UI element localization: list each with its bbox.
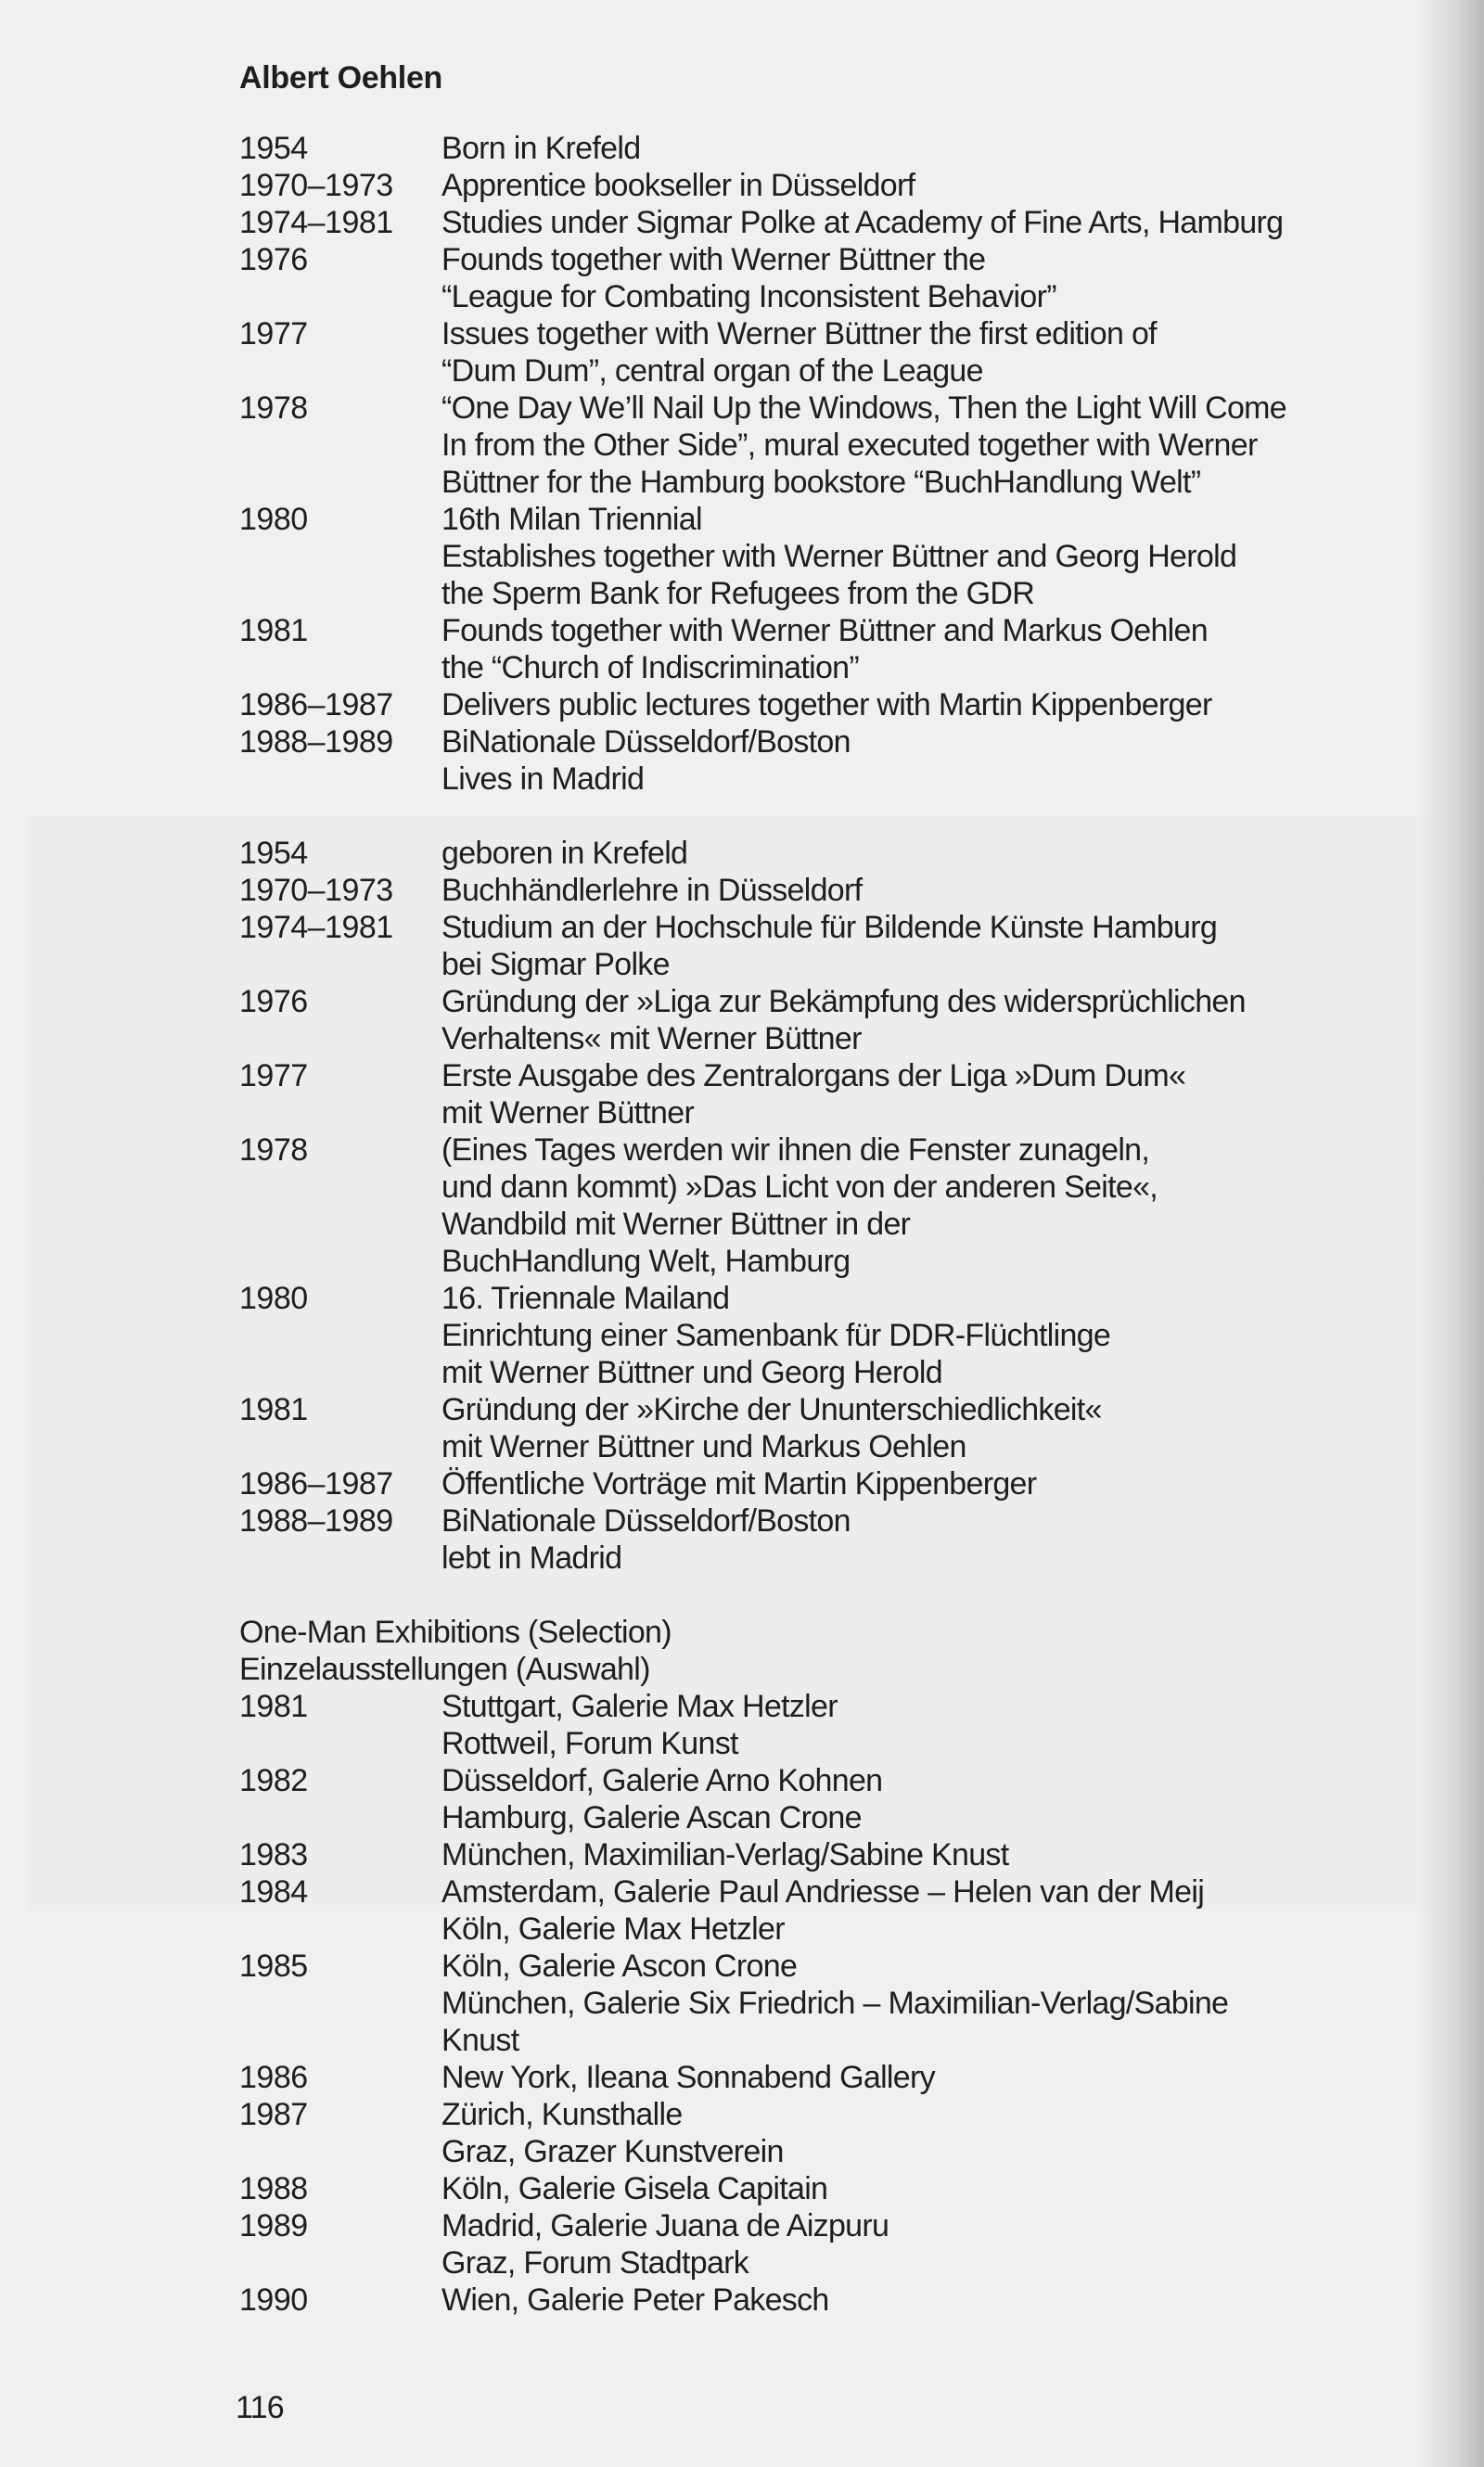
entry-text-line: Graz, Grazer Kunstverein <box>441 2134 784 2169</box>
entry-year: 1970–1973 <box>239 168 393 203</box>
entry-row <box>239 204 1436 241</box>
entry-row <box>239 315 1436 390</box>
entry-row <box>239 130 1436 167</box>
entry-row <box>239 1391 1436 1465</box>
entry-text <box>441 909 1436 983</box>
entry-row <box>239 390 1436 501</box>
entry-text-line: Graz, Forum Stadtpark <box>441 2245 749 2281</box>
entry-row <box>239 1873 1436 1948</box>
entry-text-line: “League for Combating Inconsistent Behavior” <box>441 279 1056 314</box>
entry-year: 1980 <box>239 1281 308 1316</box>
entry-year: 1980 <box>239 502 308 537</box>
entry-year: 1977 <box>239 1058 308 1093</box>
entry-text <box>441 2282 1436 2319</box>
entry-text-line: BiNationale Düsseldorf/Boston <box>441 724 851 760</box>
entry-text-line: Studies under Sigmar Polke at Academy of Fine Arts, Hamburg <box>441 205 1284 240</box>
entry-row <box>239 983 1436 1057</box>
exhibitions-list <box>239 1688 1436 2319</box>
entry-text-line: Apprentice bookseller in Düsseldorf <box>441 168 915 203</box>
entry-year: 1977 <box>239 316 308 352</box>
entry-text-line: Buchhändlerlehre in Düsseldorf <box>441 873 863 908</box>
entry-text <box>441 872 1436 909</box>
page-number: 116 <box>236 2390 284 2425</box>
entry-year: 1985 <box>239 1949 308 1984</box>
entry-text-line: Erste Ausgabe des Zentralorgans der Liga »Dum Dum« <box>441 1058 1186 1093</box>
entry-text-line: In from the Other Side”, mural executed together with Werner <box>441 428 1258 463</box>
entry-text <box>441 501 1436 612</box>
entry-year: 1988 <box>239 2171 308 2206</box>
entry-row <box>239 2282 1436 2319</box>
entry-year: 1970–1973 <box>239 873 393 908</box>
entry-text-line: Founds together with Werner Büttner the <box>441 242 986 277</box>
entry-text <box>441 2170 1436 2207</box>
entry-row <box>239 835 1436 872</box>
entry-text-line: Wandbild mit Werner Büttner in der <box>441 1207 911 1242</box>
entry-year: 1986–1987 <box>239 687 393 722</box>
entry-text <box>441 167 1436 204</box>
entry-text-line: Öffentliche Vorträge mit Martin Kippenberger <box>441 1466 1037 1502</box>
entry-row <box>239 612 1436 686</box>
entry-text-line: BuchHandlung Welt, Hamburg <box>441 1244 851 1279</box>
entry-text <box>441 204 1436 241</box>
entry-text-line: Born in Krefeld <box>441 131 641 166</box>
entry-year: 1987 <box>239 2097 308 2132</box>
entry-text <box>441 1280 1436 1391</box>
entry-year: 1954 <box>239 836 308 871</box>
entry-text-line: New York, Ileana Sonnabend Gallery <box>441 2060 935 2095</box>
entry-text <box>441 1836 1436 1873</box>
entry-text-line: the Sperm Bank for Refugees from the GDR <box>441 576 1035 611</box>
entry-text <box>441 612 1436 686</box>
entry-year: 1981 <box>239 1392 308 1427</box>
entry-year: 1984 <box>239 1874 308 1910</box>
entry-year: 1978 <box>239 390 308 426</box>
entry-text <box>441 983 1436 1057</box>
entry-text-line: Einrichtung einer Samenbank für DDR-Flüchtlinge <box>441 1318 1111 1353</box>
entry-row <box>239 167 1436 204</box>
entry-text-line: Gründung der »Liga zur Bekämpfung des widersprüchlichen <box>441 984 1246 1019</box>
entry-row <box>239 1502 1436 1577</box>
entry-text <box>441 2059 1436 2096</box>
entry-text-line: Delivers public lectures together with Martin Kippenberger <box>441 687 1212 722</box>
entry-row <box>239 872 1436 909</box>
entry-text-line: 16th Milan Triennial <box>441 502 702 537</box>
entry-year: 1986 <box>239 2060 308 2095</box>
entry-text-line: Knust <box>441 2023 519 2058</box>
entry-text-line: bei Sigmar Polke <box>441 947 670 982</box>
entry-text-line: the “Church of Indiscrimination” <box>441 650 860 685</box>
entry-text <box>441 241 1436 315</box>
entry-row <box>239 241 1436 315</box>
page-content <box>239 59 1436 2319</box>
entry-text-line: mit Werner Büttner <box>441 1095 695 1131</box>
entry-text-line: “Dum Dum”, central organ of the League <box>441 353 983 389</box>
entry-text <box>441 1131 1436 1280</box>
entry-text-line: Verhaltens« mit Werner Büttner <box>441 1021 862 1056</box>
biography-english <box>239 130 1436 798</box>
entry-year: 1974–1981 <box>239 205 393 240</box>
entry-text <box>441 1762 1436 1836</box>
entry-year: 1989 <box>239 2208 308 2243</box>
entry-text-line: Köln, Galerie Max Hetzler <box>441 1911 785 1947</box>
entry-text-line: mit Werner Büttner und Markus Oehlen <box>441 1429 966 1464</box>
entry-row <box>239 1762 1436 1836</box>
entry-year: 1981 <box>239 613 308 648</box>
entry-text <box>441 835 1436 872</box>
entry-text-line: München, Maximilian-Verlag/Sabine Knust <box>441 1837 1009 1873</box>
entry-text-line: Hamburg, Galerie Ascan Crone <box>441 1800 862 1835</box>
exhibitions-section <box>239 1614 1436 2319</box>
entry-text-line: Studium an der Hochschule für Bildende Künste Hamburg <box>441 910 1218 945</box>
entry-row <box>239 1280 1436 1391</box>
entry-text-line: Wien, Galerie Peter Pakesch <box>441 2282 829 2318</box>
entry-row <box>239 1131 1436 1280</box>
entry-year: 1986–1987 <box>239 1466 393 1502</box>
exhibitions-heading-german: Einzelausstellungen (Auswahl) <box>239 1652 650 1687</box>
entry-text-line: Stuttgart, Galerie Max Hetzler <box>441 1689 838 1724</box>
biography-german <box>239 835 1436 1577</box>
entry-row <box>239 909 1436 983</box>
entry-text-line: Köln, Galerie Gisela Capitain <box>441 2171 828 2206</box>
entry-row <box>239 501 1436 612</box>
entry-year: 1976 <box>239 242 308 277</box>
entry-text-line: Issues together with Werner Büttner the first edition of <box>441 316 1157 352</box>
entry-row <box>239 1057 1436 1131</box>
entry-row <box>239 1948 1436 2059</box>
entry-year: 1990 <box>239 2282 308 2318</box>
entry-year: 1978 <box>239 1132 308 1168</box>
entry-text-line: und dann kommt) »Das Licht von der anderen Seite«, <box>441 1170 1158 1205</box>
entry-text-line: mit Werner Büttner und Georg Herold <box>441 1355 942 1390</box>
entry-text-line: 16. Triennale Mailand <box>441 1281 730 1316</box>
entry-text <box>441 1057 1436 1131</box>
entry-text-line: lebt in Madrid <box>441 1540 622 1576</box>
entry-text <box>441 723 1436 798</box>
page-title: Albert Oehlen <box>239 60 443 96</box>
entry-text-line: (Eines Tages werden wir ihnen die Fenster zunageln, <box>441 1132 1150 1168</box>
entry-text <box>441 315 1436 390</box>
entry-text <box>441 2096 1436 2170</box>
entry-text-line: Gründung der »Kirche der Ununterschiedlichkeit« <box>441 1392 1102 1427</box>
entry-text <box>441 1688 1436 1762</box>
entry-text-line: Founds together with Werner Büttner and Markus Oehlen <box>441 613 1208 648</box>
entry-year: 1982 <box>239 1763 308 1798</box>
entry-text-line: Madrid, Galerie Juana de Aizpuru <box>441 2208 889 2243</box>
entry-row <box>239 1836 1436 1873</box>
entry-text <box>441 1502 1436 1577</box>
entry-text-line: “One Day We’ll Nail Up the Windows, Then the Light Will Come <box>441 390 1286 426</box>
entry-row <box>239 2096 1436 2170</box>
entry-text-line: Düsseldorf, Galerie Arno Kohnen <box>441 1763 883 1798</box>
entry-text-line: Büttner for the Hamburg bookstore “BuchHandlung Welt” <box>441 465 1201 500</box>
entry-text-line: BiNationale Düsseldorf/Boston <box>441 1503 851 1539</box>
entry-text-line: Rottweil, Forum Kunst <box>441 1726 738 1761</box>
entry-year: 1988–1989 <box>239 1503 393 1539</box>
exhibitions-heading-english: One-Man Exhibitions (Selection) <box>239 1615 672 1650</box>
entry-text <box>441 2207 1436 2282</box>
entry-year: 1954 <box>239 131 308 166</box>
entry-text <box>441 1391 1436 1465</box>
entry-text-line: Lives in Madrid <box>441 761 645 797</box>
entry-text <box>441 1948 1436 2059</box>
entry-text-line: geboren in Krefeld <box>441 836 688 871</box>
entry-text-line: München, Galerie Six Friedrich – Maximilian-Verlag/Sabine <box>441 1986 1229 2021</box>
entry-year: 1988–1989 <box>239 724 393 760</box>
entry-text <box>441 1465 1436 1502</box>
entry-row <box>239 2207 1436 2282</box>
entry-year: 1981 <box>239 1689 308 1724</box>
entry-year: 1983 <box>239 1837 308 1873</box>
entry-text <box>441 686 1436 723</box>
entry-text-line: Amsterdam, Galerie Paul Andriesse – Helen van der Meij <box>441 1874 1205 1910</box>
entry-text <box>441 1873 1436 1948</box>
entry-text <box>441 130 1436 167</box>
entry-year: 1974–1981 <box>239 910 393 945</box>
entry-text-line: Köln, Galerie Ascon Crone <box>441 1949 798 1984</box>
entry-row <box>239 2170 1436 2207</box>
entry-text-line: Establishes together with Werner Büttner and Georg Herold <box>441 539 1237 574</box>
entry-row <box>239 723 1436 798</box>
entry-row <box>239 2059 1436 2096</box>
entry-text-line: Zürich, Kunsthalle <box>441 2097 683 2132</box>
entry-year: 1976 <box>239 984 308 1019</box>
entry-row <box>239 686 1436 723</box>
entry-row <box>239 1465 1436 1502</box>
entry-row <box>239 1688 1436 1762</box>
entry-text <box>441 390 1436 501</box>
